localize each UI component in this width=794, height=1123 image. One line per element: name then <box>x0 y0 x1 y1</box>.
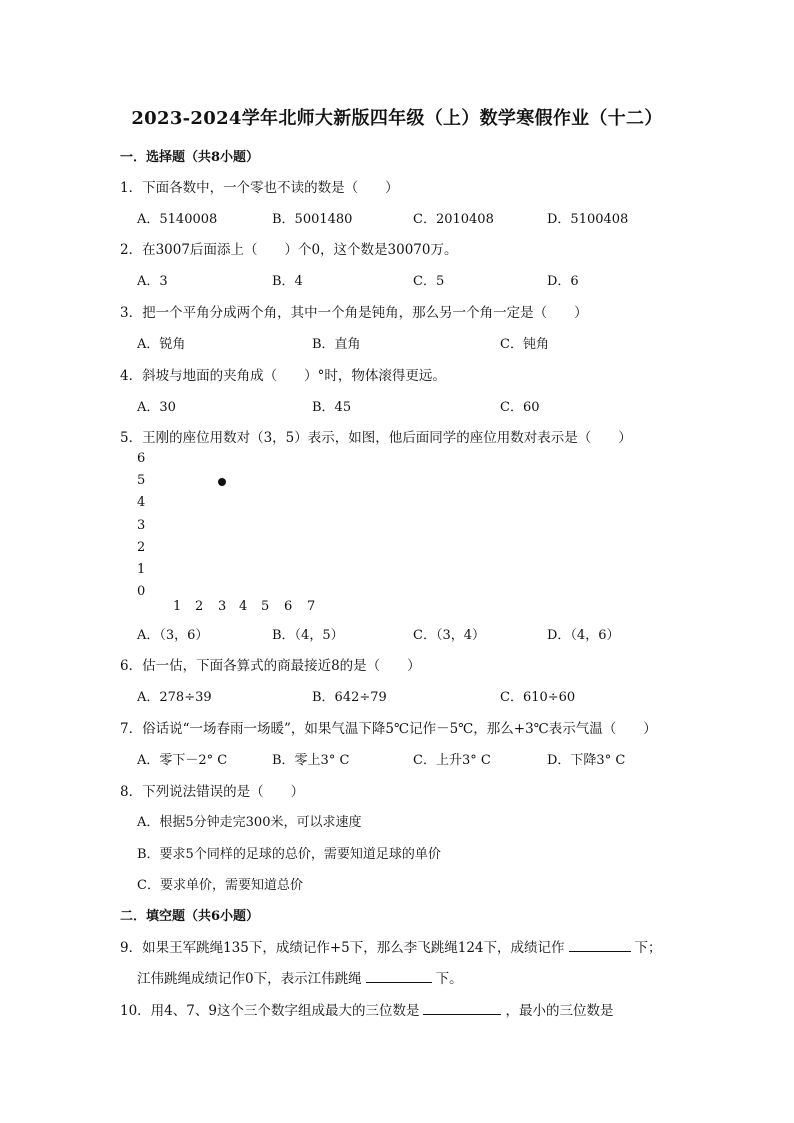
question-6: 6．估一估，下面各算式的商最接近8的是（ ） <box>120 658 421 674</box>
q10-text-b: ，最小的三位数是 <box>505 1003 614 1019</box>
question-2: 2．在3007后面添上（ ）个0，这个数是30070万。 <box>120 242 458 258</box>
q6-option-c[interactable]: C．610÷60 <box>500 690 576 705</box>
q9-text-a: 9．如果王军跳绳135下，成绩记作+5下，那么李飞跳绳124下，成绩记作 <box>120 940 565 956</box>
question-7: 7．俗话说“一场春雨一场暖”，如果气温下降5℃记作－5℃，那么+3℃表示气温（ ） <box>120 721 657 737</box>
page-title: 2023-2024学年北师大新版四年级（上）数学寒假作业（十二） <box>131 108 663 129</box>
q8-option-a[interactable]: A．根据5分钟走完300米，可以求速度 <box>137 815 362 830</box>
q3-option-b[interactable]: B．直角 <box>312 337 361 352</box>
y-label-0: 0 <box>137 584 146 599</box>
question-8: 8．下列说法错误的是（ ） <box>120 784 305 800</box>
q9-text-b: 下； <box>634 940 662 956</box>
q3-option-a[interactable]: A．锐角 <box>137 337 186 352</box>
q7-option-a[interactable]: A．零下－2° C <box>137 753 228 768</box>
x-label-2: 2 <box>195 599 204 614</box>
seat-marker-dot <box>218 478 226 486</box>
q2-option-c[interactable]: C．5 <box>413 274 445 289</box>
y-label-1: 1 <box>137 562 146 577</box>
question-10 <box>120 999 613 1019</box>
q9-text-c: 江伟跳绳成绩记作0下，表示江伟跳绳 <box>137 971 362 987</box>
q4-option-c[interactable]: C．60 <box>500 400 540 415</box>
q3-option-c[interactable]: C．钝角 <box>500 337 549 352</box>
q6-option-a[interactable]: A．278÷39 <box>137 690 212 705</box>
y-label-4: 4 <box>137 495 146 510</box>
q5-option-b[interactable]: B．（4，5） <box>272 628 344 643</box>
q4-option-b[interactable]: B．45 <box>312 400 352 415</box>
question-9-line-1 <box>120 936 662 956</box>
q5-option-d[interactable]: D．（4，6） <box>547 628 620 643</box>
q1-option-b[interactable]: B．5001480 <box>272 212 353 227</box>
q4-option-a[interactable]: A．30 <box>137 400 176 415</box>
x-label-5: 5 <box>261 599 270 614</box>
q5-option-c[interactable]: C．（3，4） <box>413 628 485 643</box>
section-heading-fill: 二．填空题（共6小题） <box>120 909 260 924</box>
q7-option-b[interactable]: B．零上3° C <box>272 753 350 768</box>
x-label-6: 6 <box>284 599 293 614</box>
y-label-6: 6 <box>137 451 146 466</box>
question-5: 5．王刚的座位用数对（3，5）表示，如图，他后面同学的座位用数对表示是（ ） <box>120 430 632 446</box>
question-9-line-2 <box>137 967 463 987</box>
q8-option-c[interactable]: C．要求单价，需要知道总价 <box>137 878 303 893</box>
question-4: 4．斜坡与地面的夹角成（ ）°时，物体滚得更远。 <box>120 368 446 384</box>
q1-option-c[interactable]: C．2010408 <box>413 212 494 227</box>
q5-option-a[interactable]: A．（3，6） <box>137 628 209 643</box>
q2-option-a[interactable]: A．3 <box>137 274 168 289</box>
q2-option-b[interactable]: B．4 <box>272 274 303 289</box>
q6-option-b[interactable]: B．642÷79 <box>312 690 387 705</box>
q10-blank-1[interactable] <box>423 1000 501 1015</box>
y-label-3: 3 <box>137 518 146 533</box>
q1-option-a[interactable]: A．5140008 <box>137 212 218 227</box>
q9-blank-2[interactable] <box>366 968 432 983</box>
y-label-5: 5 <box>137 473 146 488</box>
q7-option-c[interactable]: C．上升3° C <box>413 753 491 768</box>
q8-option-b[interactable]: B．要求5个同样的足球的总价，需要知道足球的单价 <box>137 847 441 862</box>
q10-text-a: 10．用4、7、9这个三个数字组成最大的三位数是 <box>120 1003 420 1019</box>
question-1: 1．下面各数中，一个零也不读的数是（ ） <box>120 180 399 196</box>
y-label-2: 2 <box>137 540 146 555</box>
q2-option-d[interactable]: D．6 <box>547 274 579 289</box>
x-label-1: 1 <box>173 599 182 614</box>
q1-option-d[interactable]: D．5100408 <box>547 212 629 227</box>
x-label-7: 7 <box>307 599 316 614</box>
question-3: 3．把一个平角分成两个角，其中一个角是钝角，那么另一个角一定是（ ） <box>120 305 588 321</box>
q9-text-d: 下。 <box>435 971 463 987</box>
q7-option-d[interactable]: D．下降3° C <box>547 753 626 768</box>
q9-blank-1[interactable] <box>569 937 631 952</box>
x-label-4: 4 <box>239 599 248 614</box>
section-heading-choice: 一．选择题（共8小题） <box>120 150 260 165</box>
x-label-3: 3 <box>218 599 227 614</box>
